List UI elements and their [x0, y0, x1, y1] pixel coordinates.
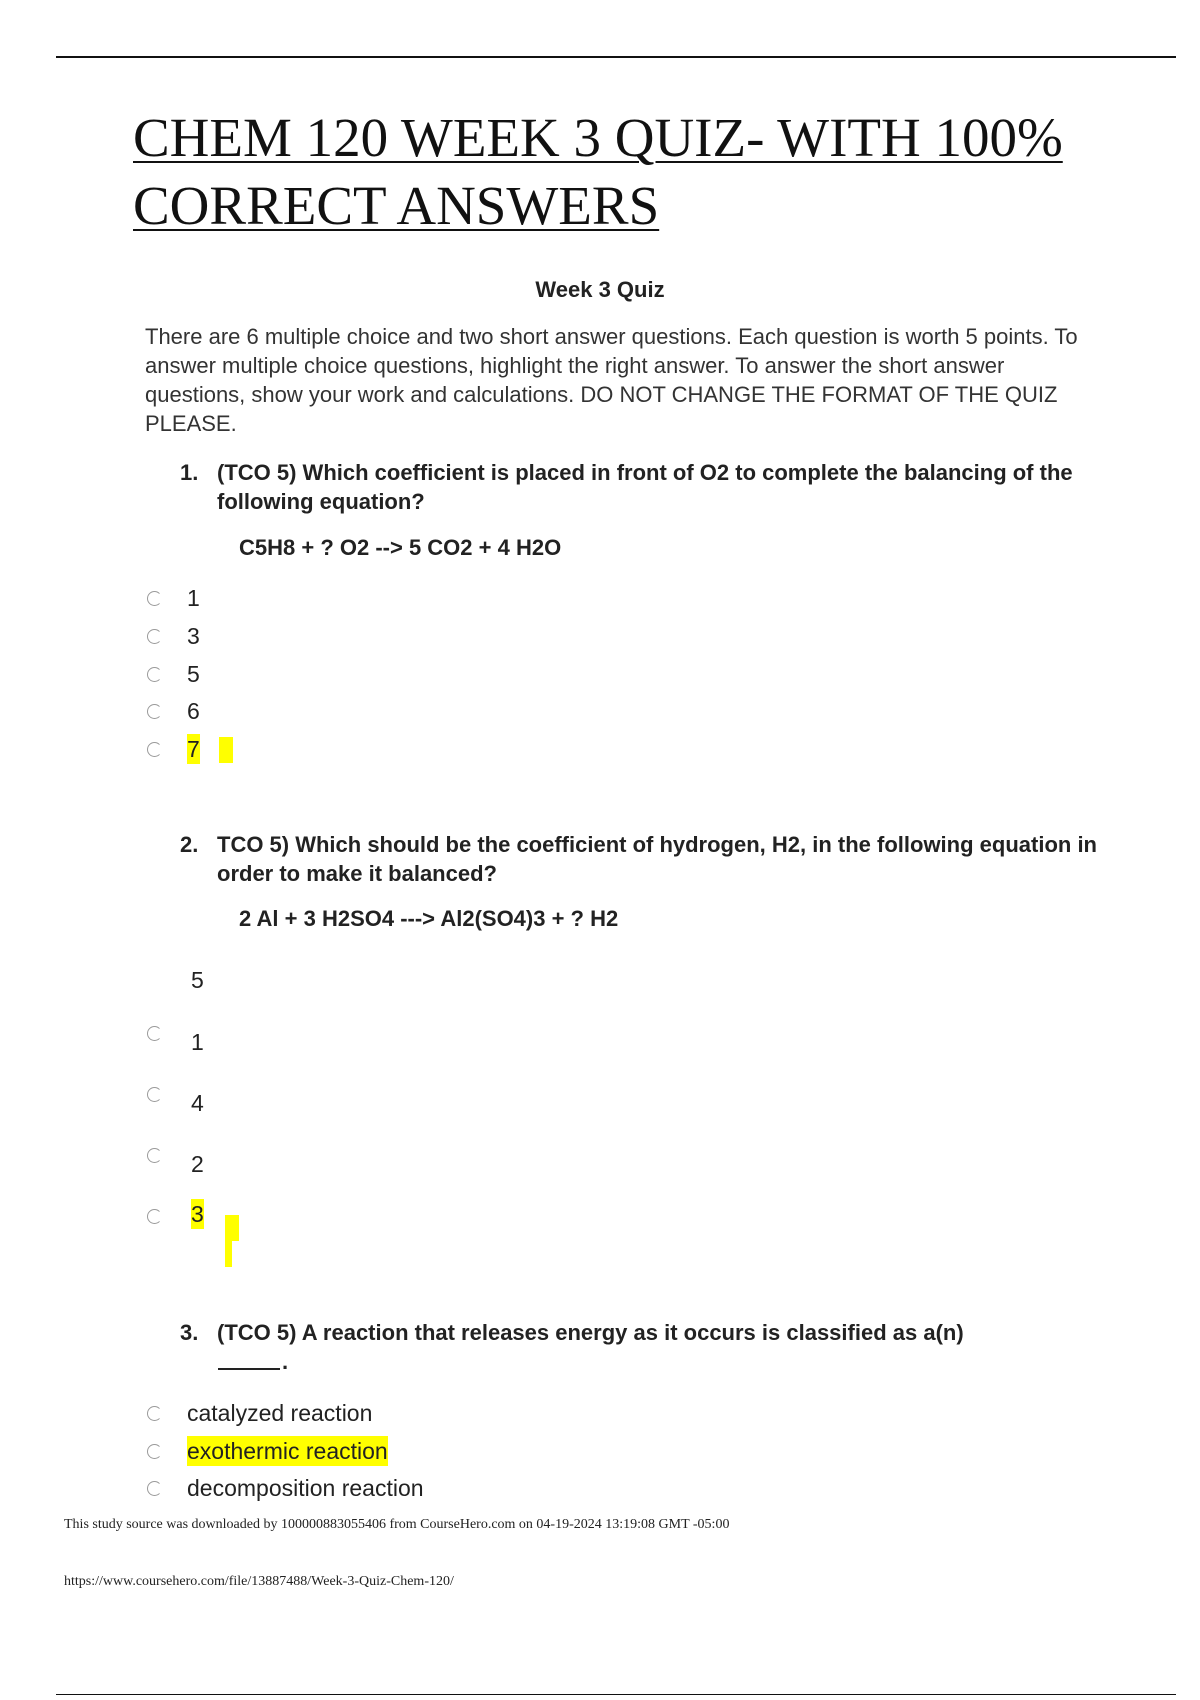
- highlighted-answer-label: exothermic reaction: [187, 1438, 388, 1464]
- radio-button-icon[interactable]: [147, 1087, 162, 1102]
- highlighted-answer-label: 7: [187, 736, 200, 762]
- highlight-mark: [225, 1215, 239, 1241]
- question-3-text: (TCO 5) A reaction that releases energy as it occurs is classified as a(n): [217, 1320, 964, 1345]
- highlight-mark: [225, 1241, 232, 1267]
- document-title: CHEM 120 WEEK 3 QUIZ- WITH 100% CORRECT ANSWERS: [133, 107, 1063, 236]
- radio-button-icon[interactable]: [147, 667, 162, 682]
- radio-button-icon[interactable]: [147, 1209, 162, 1224]
- option-label: 4: [191, 1090, 204, 1116]
- option-label: catalyzed reaction: [187, 1400, 373, 1426]
- radio-button-icon[interactable]: [147, 1026, 162, 1041]
- question-1: [180, 458, 1100, 516]
- option-label: 1: [191, 1029, 204, 1055]
- radio-button-icon[interactable]: [147, 1148, 162, 1163]
- question-2-unbulleted-option: 5: [191, 967, 204, 993]
- radio-button-icon[interactable]: [147, 704, 162, 719]
- bottom-rule: [56, 1694, 1176, 1695]
- quiz-instructions: There are 6 multiple choice and two short answer questions. Each question is worth 5 points. To answer multiple choice questions, highlight the right answer. To answer the short answer questions, show your work and calculations. DO NOT CHANGE THE FORMAT OF THE QUIZ PLEASE.: [145, 324, 1078, 436]
- question-2-text: TCO 5) Which should be the coefficient of hydrogen, H2, in the following equation in order to make it balanced?: [217, 832, 1097, 886]
- radio-button-icon[interactable]: [147, 1481, 162, 1496]
- option-label: 6: [187, 698, 200, 724]
- highlight-mark: [219, 737, 233, 763]
- radio-button-icon[interactable]: [147, 1406, 162, 1421]
- question-1-number: 1.: [180, 460, 199, 485]
- answer-blank: [218, 1368, 280, 1370]
- question-1-text: (TCO 5) Which coefficient is placed in front of O2 to complete the balancing of the following equation?: [217, 460, 1073, 514]
- radio-button-icon[interactable]: [147, 742, 162, 757]
- question-3-number: 3.: [180, 1320, 199, 1345]
- download-notice: This study source was downloaded by 100000883055406 from CourseHero.com on 04-19-2024 13:19:08 GMT -05:00: [64, 1517, 730, 1532]
- option-label: decomposition reaction: [187, 1475, 424, 1501]
- radio-button-icon[interactable]: [147, 591, 162, 606]
- top-rule: [56, 56, 1176, 58]
- radio-button-icon[interactable]: [147, 1444, 162, 1459]
- question-2-equation: 2 Al + 3 H2SO4 ---> Al2(SO4)3 + ? H2: [239, 906, 619, 931]
- question-2-number: 2.: [180, 832, 199, 857]
- answer-blank-period: .: [282, 1349, 289, 1374]
- question-1-equation: C5H8 + ? O2 --> 5 CO2 + 4 H2O: [239, 535, 562, 560]
- highlighted-answer-label: 3: [191, 1201, 204, 1227]
- option-label: 1: [187, 585, 200, 611]
- quiz-heading: Week 3 Quiz: [535, 277, 665, 302]
- question-3: [180, 1318, 1100, 1347]
- option-label: 3: [187, 623, 200, 649]
- source-url[interactable]: https://www.coursehero.com/file/13887488/Week-3-Quiz-Chem-120/: [64, 1574, 454, 1589]
- radio-button-icon[interactable]: [147, 629, 162, 644]
- option-label: 2: [191, 1151, 204, 1177]
- question-2: [180, 830, 1100, 888]
- option-label: 5: [187, 661, 200, 687]
